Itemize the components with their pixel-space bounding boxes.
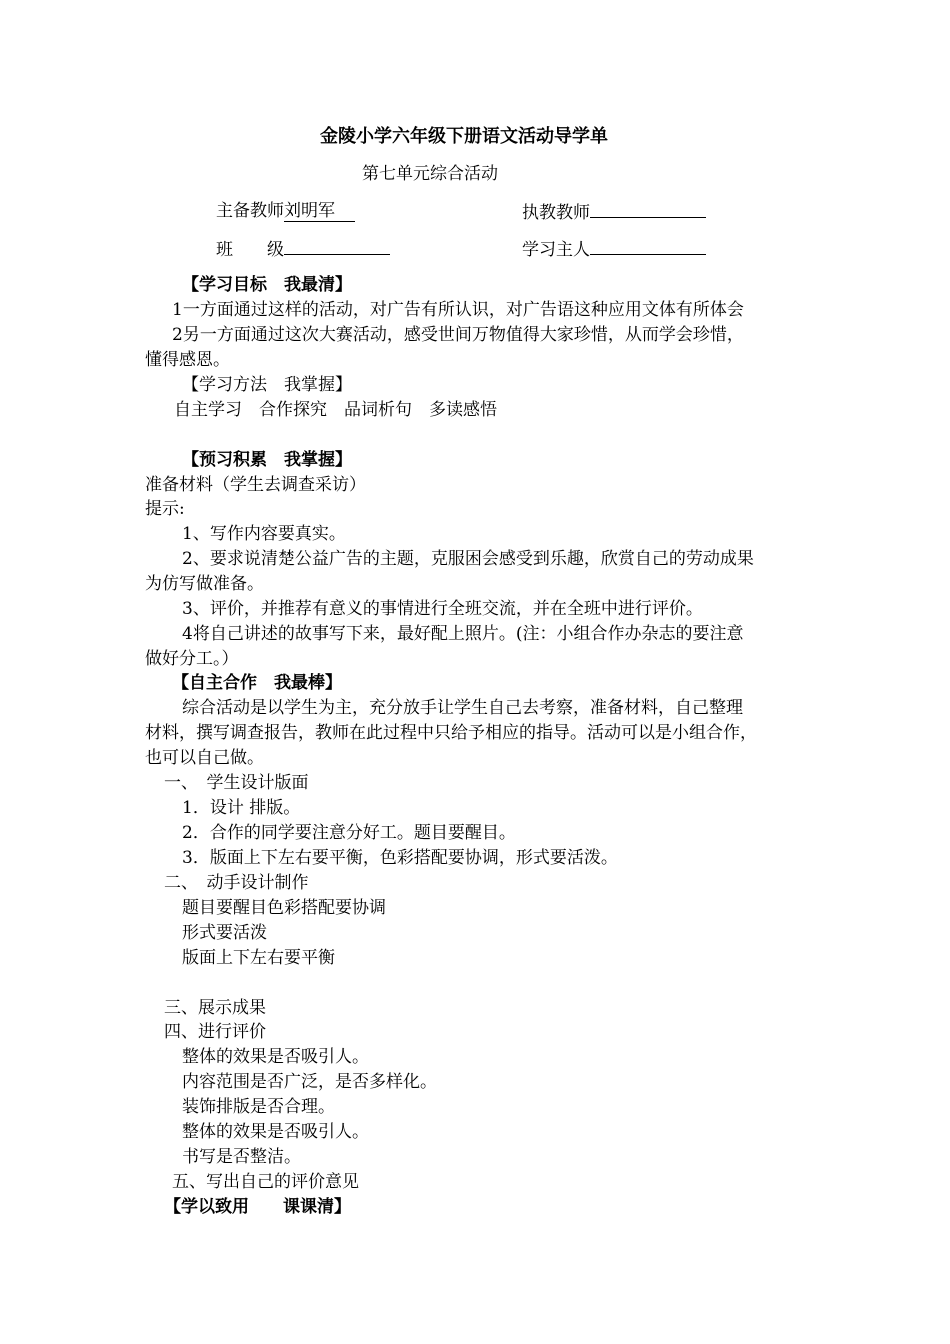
class-field <box>216 236 390 262</box>
preview-tip-2a: 2、要求说清楚公益广告的主题，克服困会感受到乐趣，欣赏自己的劳动成果 <box>182 549 754 569</box>
step-5: 五、写出自己的评价意见 <box>172 1172 359 1192</box>
cooperate-heading: 【自主合作 我最棒】 <box>172 673 342 693</box>
lead-teacher-label: 主备教师 <box>216 201 284 221</box>
goals-heading: 【学习目标 我最清】 <box>182 275 352 295</box>
step-4-item-1: 整体的效果是否吸引人。 <box>182 1047 369 1067</box>
step-4-item-5: 书写是否整洁。 <box>182 1147 301 1167</box>
exec-teacher-label: 执教教师 <box>522 203 590 223</box>
step-2-item-1: 题目要醒目色彩搭配要协调 <box>182 898 386 918</box>
owner-blank <box>590 236 706 255</box>
step-2-item-2: 形式要活泼 <box>182 923 267 943</box>
owner-field <box>522 236 706 262</box>
step-1-item-3: 3．版面上下左右要平衡，色彩搭配要协调，形式要活泼。 <box>182 848 618 868</box>
apply-heading: 【学以致用 课课清】 <box>164 1197 351 1217</box>
step-1: 一、 学生设计版面 <box>164 773 309 793</box>
document-subtitle: 第七单元综合活动 <box>362 164 498 184</box>
preview-prep: 准备材料（学生去调查采访） <box>145 475 366 495</box>
step-1-item-1: 1．设计 排版。 <box>182 798 301 818</box>
preview-tip-1: 1、写作内容要真实。 <box>182 524 346 544</box>
class-blank <box>284 236 390 255</box>
class-label: 班 级 <box>216 240 284 260</box>
methods-heading: 【学习方法 我掌握】 <box>182 375 352 395</box>
goal-item-1: 1一方面通过这样的活动，对广告有所认识，对广告语这种应用文体有所体会 <box>172 300 744 320</box>
preview-tips-label: 提示: <box>145 499 185 519</box>
step-4: 四、进行评价 <box>164 1022 266 1042</box>
document-title: 金陵小学六年级下册语文活动导学单 <box>320 126 608 147</box>
preview-tip-4a: 4将自己讲述的故事写下来，最好配上照片。(注：小组合作办杂志的要注意 <box>182 624 744 644</box>
step-3: 三、展示成果 <box>164 998 266 1018</box>
preview-tip-2b: 为仿写做准备。 <box>145 574 264 594</box>
cooperate-intro-a: 综合活动是以学生为主，充分放手让学生自己去考察，准备材料，自己整理 <box>182 698 743 718</box>
step-1-item-2: 2．合作的同学要注意分好工。题目要醒目。 <box>182 823 516 843</box>
step-2: 二、 动手设计制作 <box>164 873 309 893</box>
exec-teacher-blank <box>590 199 706 218</box>
step-4-item-4: 整体的效果是否吸引人。 <box>182 1122 369 1142</box>
goal-item-2a: 2另一方面通过这次大赛活动，感受世间万物值得大家珍惜，从而学会珍惜， <box>172 325 744 345</box>
methods-text: 自主学习 合作探究 品词析句 多读感悟 <box>174 400 497 420</box>
step-4-item-3: 装饰排版是否合理。 <box>182 1097 335 1117</box>
step-4-item-2: 内容范围是否广泛，是否多样化。 <box>182 1072 437 1092</box>
step-2-item-3: 版面上下左右要平衡 <box>182 948 335 968</box>
cooperate-intro-b: 材料，撰写调查报告，教师在此过程中只给予相应的指导。活动可以是小组合作， <box>145 723 757 743</box>
owner-label: 学习主人 <box>522 240 590 260</box>
goal-item-2b: 懂得感恩。 <box>145 350 230 370</box>
exec-teacher-field <box>522 199 706 225</box>
lead-teacher-field <box>216 199 355 223</box>
preview-tip-4b: 做好分工。） <box>145 649 239 669</box>
lead-teacher-name: 刘明军 <box>284 201 355 222</box>
preview-tip-3: 3、评价，并推荐有意义的事情进行全班交流，并在全班中进行评价。 <box>182 599 703 619</box>
cooperate-intro-c: 也可以自己做。 <box>145 748 264 768</box>
preview-heading: 【预习积累 我掌握】 <box>182 450 352 470</box>
